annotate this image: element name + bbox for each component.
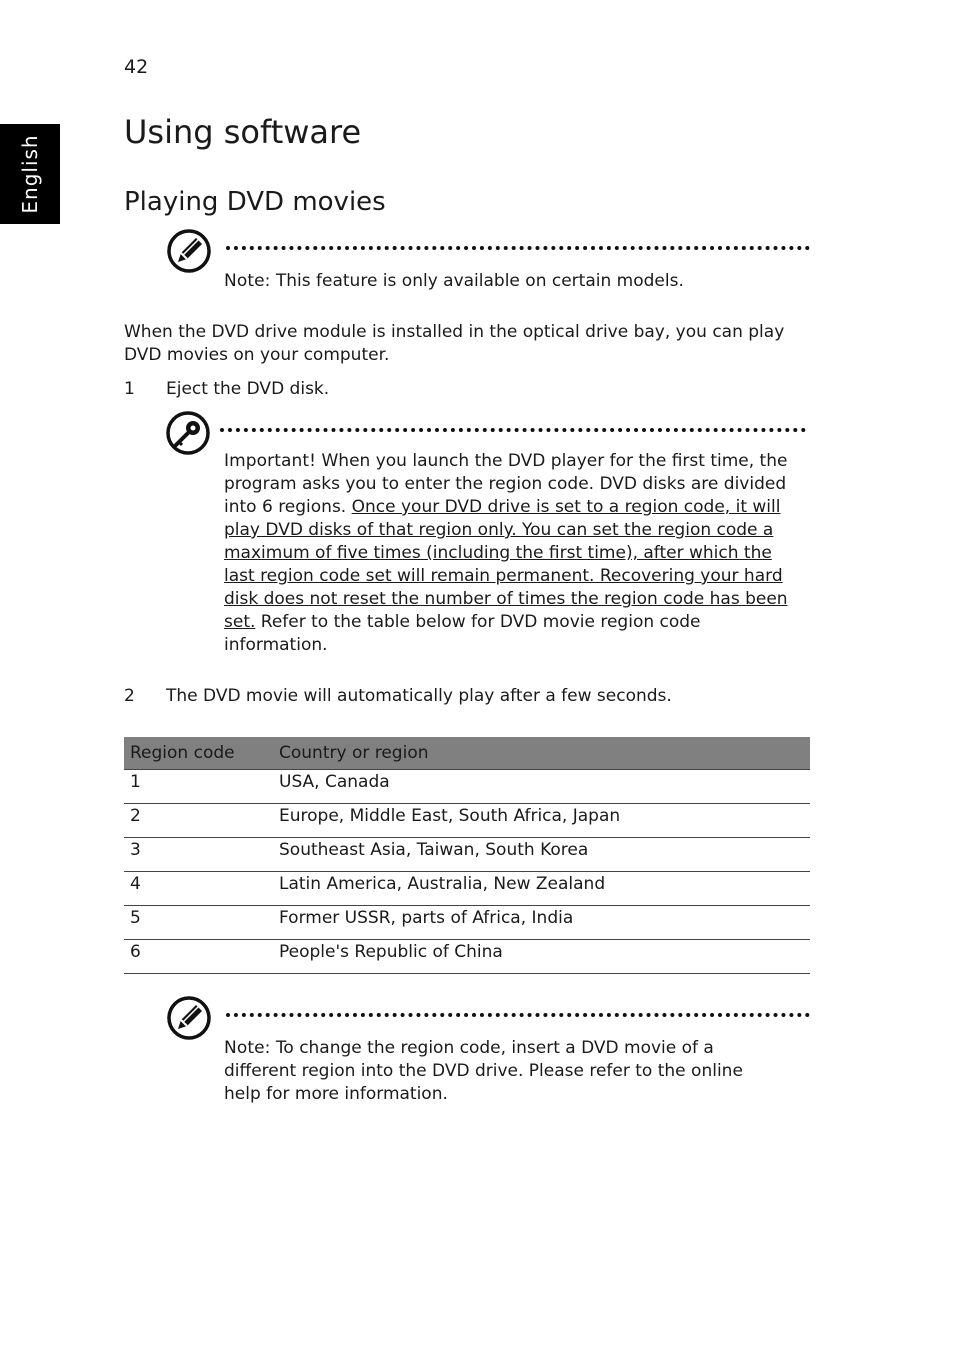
note-label: Note: bbox=[224, 1038, 271, 1058]
table-cell: Latin America, Australia, New Zealand bbox=[273, 872, 810, 906]
note-divider bbox=[226, 1013, 810, 1017]
page-title: Using software bbox=[124, 113, 362, 151]
table-row bbox=[124, 838, 810, 872]
region-code-table bbox=[124, 737, 810, 974]
table-row bbox=[124, 872, 810, 906]
note-pencil-icon bbox=[166, 228, 212, 274]
table-cell: USA, Canada bbox=[273, 770, 810, 804]
table-cell: Europe, Middle East, South Africa, Japan bbox=[273, 804, 810, 838]
section-heading: Playing DVD movies bbox=[124, 187, 386, 217]
important-key-icon bbox=[165, 410, 211, 456]
table-row bbox=[124, 770, 810, 804]
table-cell: Southeast Asia, Taiwan, South Korea bbox=[273, 838, 810, 872]
table-header-row bbox=[124, 737, 810, 770]
note-text: Note: To change the region code, insert a DVD movie of a different region into the DVD drive. Please refer to the online help for more information. bbox=[224, 1038, 743, 1104]
note-divider bbox=[226, 246, 810, 250]
table-row bbox=[124, 804, 810, 838]
table-cell: 1 bbox=[124, 770, 273, 804]
table-header-cell: Country or region bbox=[273, 737, 810, 770]
step-number: 1 bbox=[124, 379, 135, 399]
table-row bbox=[124, 940, 810, 974]
note-label: Note: bbox=[224, 271, 271, 291]
important-label: Important! bbox=[224, 451, 317, 471]
table-cell: Former USSR, parts of Africa, India bbox=[273, 906, 810, 940]
side-tab-label: English bbox=[18, 134, 42, 214]
step-text: The DVD movie will automatically play after a few seconds. bbox=[166, 686, 672, 706]
table-cell: 5 bbox=[124, 906, 273, 940]
important-divider bbox=[220, 428, 806, 432]
table-header-cell: Region code bbox=[124, 737, 273, 770]
note-text: Note: This feature is only available on certain models. bbox=[224, 271, 684, 291]
intro-paragraph: When the DVD drive module is installed in the optical drive bay, you can play DVD movies on your computer. bbox=[124, 322, 785, 365]
table-cell: 4 bbox=[124, 872, 273, 906]
language-side-tab bbox=[0, 124, 60, 224]
table-row bbox=[124, 906, 810, 940]
important-text: Important! When you launch the DVD player for the first time, the program asks you to enter the region code. DVD disks are divided into 6 regions. Once your DVD drive is set to a region code, it will play DVD disks of that region only. You can set the region code a maximum of five times (including the first time), after which the last region code set will remain permanent. Recovering your hard disk does not reset the number of times the region code has been set. Refer to the table below for DVD movie region code information. bbox=[224, 451, 788, 655]
page-number: 42 bbox=[124, 56, 149, 78]
step-number: 2 bbox=[124, 686, 135, 706]
table-cell: 6 bbox=[124, 940, 273, 974]
table-cell: People's Republic of China bbox=[273, 940, 810, 974]
step-text: Eject the DVD disk. bbox=[166, 379, 330, 399]
note-pencil-icon bbox=[166, 995, 212, 1041]
table-cell: 2 bbox=[124, 804, 273, 838]
table-cell: 3 bbox=[124, 838, 273, 872]
